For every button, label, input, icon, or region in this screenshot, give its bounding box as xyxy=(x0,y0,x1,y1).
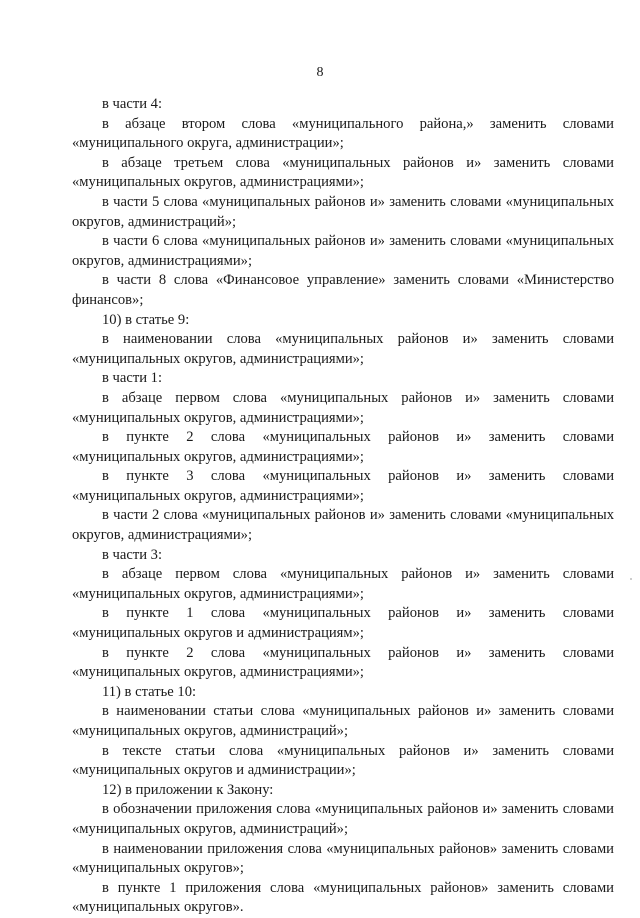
paragraph: 10) в статье 9: xyxy=(102,311,190,328)
scan-artifact xyxy=(630,578,632,580)
paragraph: в пункте 3 слова «муниципальных районов и» заменить словами «муниципальных округов, администрациями»; xyxy=(72,468,614,504)
paragraph: в пункте 1 слова «муниципальных районов и» заменить словами «муниципальных округов и администрациям»; xyxy=(72,605,614,642)
paragraph: 11) в статье 10: xyxy=(102,683,197,700)
page-number: 8 xyxy=(316,65,324,80)
paragraph: в пункте 2 слова «муниципальных районов и» заменить словами «муниципальных округов, администрациями»; xyxy=(72,429,614,465)
paragraph: в части 6 слова «муниципальных районов и» заменить словами «муниципальных округов, администрациями»; xyxy=(72,233,614,269)
paragraph: в части 3: xyxy=(102,546,163,563)
paragraph: в части 2 слова «муниципальных районов и» заменить словами «муниципальных округов, администрациями»; xyxy=(72,507,614,544)
paragraph: в пункте 2 слова «муниципальных районов и» заменить словами «муниципальных округов, администрациями»; xyxy=(72,644,614,681)
paragraph: в наименовании приложения слова «муниципальных районов» заменить словами «муниципальных округов»; xyxy=(72,840,614,877)
paragraph: в абзаце третьем слова «муниципальных районов и» заменить словами «муниципальных округов, администрациями»; xyxy=(72,154,614,191)
paragraph: в пункте 1 приложения слова «муниципальных районов» заменить словами «муниципальных округов». xyxy=(72,879,614,916)
paragraph: в наименовании статьи слова «муниципальных районов и» заменить словами «муниципальных округов, администраций»; xyxy=(72,703,614,739)
paragraph: в наименовании слова «муниципальных районов и» заменить словами «муниципальных округов, администрациями»; xyxy=(72,331,614,367)
paragraph: в обозначении приложения слова «муниципальных районов и» заменить словами «муниципальных округов, администраций»; xyxy=(72,801,614,837)
paragraph: в абзаце первом слова «муниципальных районов и» заменить словами «муниципальных округов, администрациями»; xyxy=(72,566,614,602)
paragraph: в абзаце втором слова «муниципального района,» заменить словами «муниципального округа, администрации»; xyxy=(72,115,614,152)
paragraph: в тексте статьи слова «муниципальных районов и» заменить словами «муниципальных округов и администрации»; xyxy=(72,742,614,779)
paragraph: в части 5 слова «муниципальных районов и» заменить словами «муниципальных округов, администраций»; xyxy=(72,193,614,230)
paragraph: в части 1: xyxy=(102,370,163,387)
paragraph: в части 4: xyxy=(102,96,163,112)
paragraph: в абзаце первом слова «муниципальных районов и» заменить словами «муниципальных округов, администрациями»; xyxy=(72,389,614,426)
paragraph: в части 8 слова «Финансовое управление» заменить словами «Министерство финансов»; xyxy=(72,272,614,308)
paragraph: 12) в приложении к Закону: xyxy=(102,781,274,798)
document-body xyxy=(72,95,614,918)
